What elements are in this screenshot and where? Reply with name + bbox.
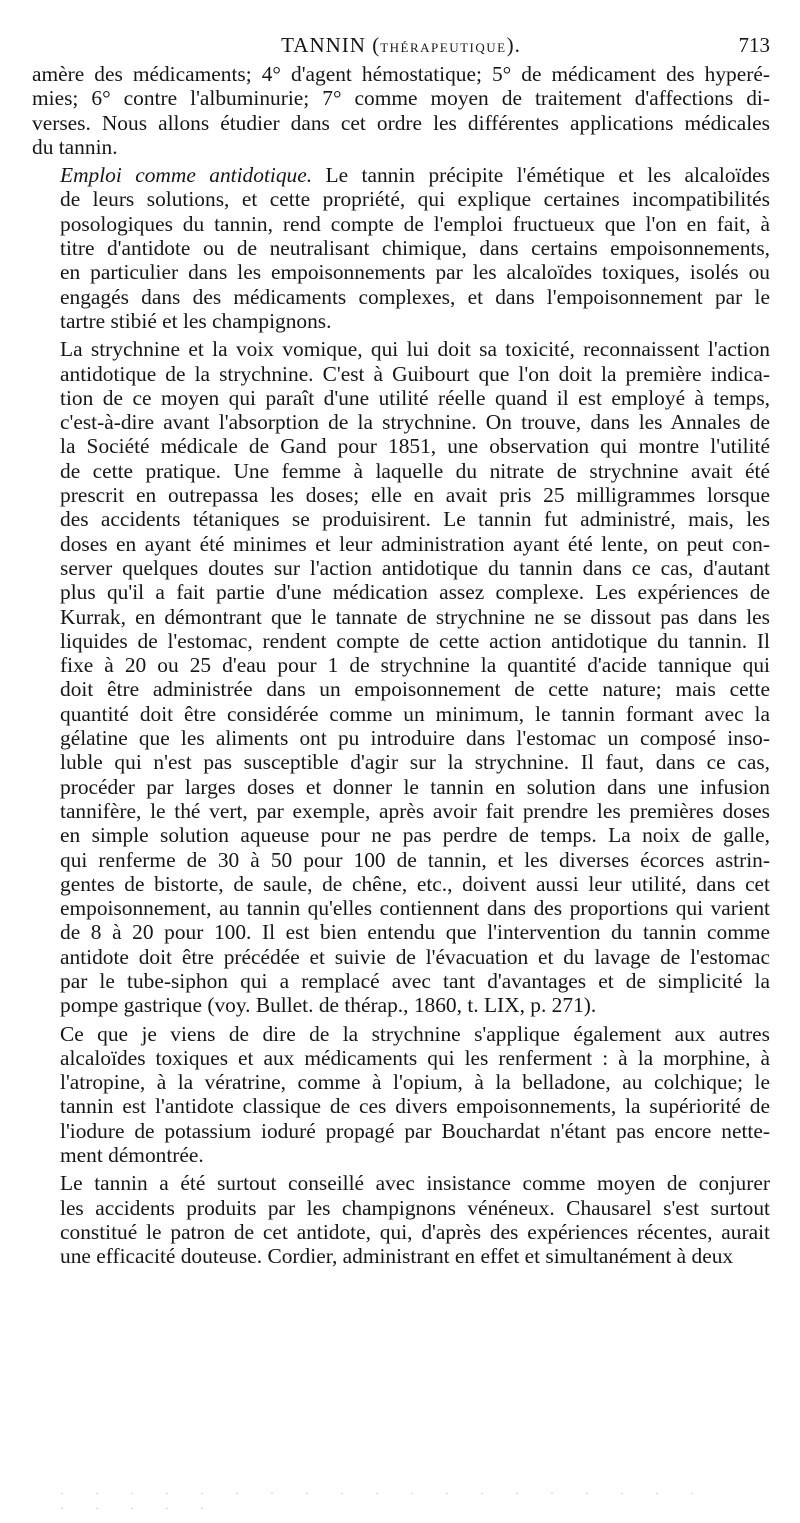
text-line: server quelques doutes sur l'action antidotique du tannin dans ce cas, d'autant	[60, 555, 770, 580]
text-line: Emploi comme antidotique. Le tannin précipite l'émétique et les alcaloïdes	[60, 163, 770, 188]
running-title-end: ).	[506, 33, 521, 57]
text-line: posologiques du tannin, rend compte de l'emploi fructueux que l'on en fait, à	[60, 211, 770, 236]
text-line: l'iodure de potassium ioduré propagé par Bouchardat n'étant pas encore nette-	[60, 1118, 770, 1143]
text-line: liquides de l'estomac, rendent compte de cette action antidotique du tannin. Il	[60, 628, 770, 653]
text-line: La strychnine et la voix vomique, qui lui doit sa toxicité, reconnaissent l'action	[60, 337, 770, 362]
text-line: pompe gastrique (voy. Bullet. de thérap., 1860, t. LIX, p. 271).	[60, 993, 597, 1018]
text-line: la Société médicale de Gand pour 1851, une observation qui montre l'utilité	[60, 434, 770, 459]
text-line: c'est-à-dire avant l'absorption de la strychnine. On trouve, dans les Annales de	[60, 410, 770, 435]
text-line: Le tannin a été surtout conseillé avec insistance comme moyen de conjurer	[60, 1171, 770, 1196]
text-line: quantité doit être considérée comme un minimum, le tannin formant avec la	[60, 701, 770, 726]
text-line: une efficacité douteuse. Cordier, administrant en effet et simultanément à deux	[60, 1244, 734, 1269]
text-line: de 8 à 20 pour 100. Il est bien entendu que l'intervention du tannin comme	[60, 920, 770, 945]
text-line: antidotique de la strychnine. C'est à Guibourt que l'on doit la première indica-	[60, 361, 770, 386]
text-line: tannin est l'antidote classique de ces divers empoisonnements, la supériorité de	[60, 1094, 770, 1119]
text-line: plus qu'il a fait partie d'une médication assez complexe. Les expériences de	[60, 580, 770, 605]
section-lead-in: Emploi comme antidotique.	[60, 163, 313, 188]
text-line: Ce que je viens de dire de la strychnine s'applique également aux autres	[60, 1021, 770, 1046]
text-line: ment démontrée.	[60, 1143, 204, 1168]
body-text	[32, 62, 770, 1269]
text-line: en simple solution aqueuse pour ne pas perdre de temps. La noix de galle,	[60, 823, 770, 848]
text-line: tion de ce moyen qui paraît d'une utilité réelle quand il est employé à temps,	[60, 385, 770, 410]
paragraph	[32, 62, 770, 159]
text-line: amère des médicaments; 4° d'agent hémostatique; 5° de médicament des hyperé-	[32, 62, 770, 86]
text-line: doit être administrée dans un empoisonnement de cette nature; mais cette	[60, 677, 770, 702]
text-line: l'atropine, à la vératrine, comme à l'opium, à la belladone, au colchique; le	[60, 1070, 770, 1095]
paragraph	[32, 337, 770, 1017]
text-line: prescrit en outrepassa les doses; elle en avait pris 25 milligrammes lorsque	[60, 483, 770, 508]
text-line: doses en ayant été minimes et leur administration ayant été lente, on peut con-	[60, 531, 770, 556]
page-number: 713	[738, 33, 770, 57]
text-line: des accidents tétaniques se produisirent. Le tannin fut administré, mais, les	[60, 507, 770, 532]
text-line: Kurrak, en démontrant que le tannate de strychnine ne se dissout pas dans les	[60, 604, 770, 629]
text-line: gentes de bistorte, de saule, de chêne, etc., doivent aussi leur utilité, dans cet	[60, 871, 770, 896]
text-line: constitué le patron de cet antidote, qui, d'après des expériences récentes, aurait	[60, 1219, 770, 1244]
text-line: qui renferme de 30 à 50 pour 100 de tannin, et les diverses écorces astrin-	[60, 847, 770, 872]
text-line: engagés dans des médicaments complexes, et dans l'empoisonnement par le	[60, 284, 770, 309]
text-line: antidote doit être précédée et suivie de l'évacuation et du lavage de l'estomac	[60, 944, 770, 969]
text-line: de leurs solutions, et cette propriété, qui explique certaines incompatibilités	[60, 187, 770, 212]
text-line: titre d'antidote ou de neutralisant chimique, dans certains empoisonnements,	[60, 236, 770, 261]
paragraph	[32, 163, 770, 333]
text-line: mies; 6° contre l'albuminurie; 7° comme moyen de traitement d'affections di-	[32, 86, 770, 111]
text-line: alcaloïdes toxiques et aux médicaments qui les renferment : à la morphine, à	[60, 1045, 770, 1070]
text-line: tannifère, le thé vert, par exemple, après avoir fait prendre les premières doses	[60, 798, 770, 823]
page-bottom-specks: · · · · · · · · · · · · · · · · · · · · · · · ·	[60, 1486, 708, 1515]
running-title-main: TANNIN (	[281, 33, 381, 57]
text-line: en particulier dans les empoisonnements par les alcaloïdes toxiques, isolés ou	[60, 260, 770, 285]
paragraph	[32, 1171, 770, 1268]
text-line: gélatine que les aliments ont pu introduire dans l'estomac un composé inso-	[60, 726, 770, 751]
text-line: tartre stibié et les champignons.	[60, 308, 332, 333]
text-line: procéder par larges doses et donner le tannin en solution dans une infusion	[60, 774, 770, 799]
text-line: les accidents produits par les champignons vénéneux. Chausarel s'est surtout	[60, 1195, 770, 1220]
text-line: par le tube-siphon qui a remplacé avec tant d'avantages et de simplicité la	[60, 968, 770, 993]
text-line: de cette pratique. Une femme à laquelle du nitrate de strychnine avait été	[60, 458, 770, 483]
running-title	[32, 30, 770, 63]
text-line: fixe à 20 ou 25 d'eau pour 1 de strychnine la quantité d'acide tannique qui	[60, 653, 770, 678]
text-line: luble qui n'est pas susceptible d'agir sur la strychnine. Il faut, dans ce cas,	[60, 750, 770, 775]
text-line: empoisonnement, au tannin qu'elles contiennent dans des proportions qui varient	[60, 896, 770, 921]
running-title-subtitle: THÉRAPEUTIQUE	[380, 40, 507, 55]
text-line: du tannin.	[32, 134, 118, 159]
paragraph	[32, 1022, 770, 1168]
text-line: verses. Nous allons étudier dans cet ordre les différentes applications médicales	[32, 110, 770, 135]
running-header	[32, 30, 770, 60]
